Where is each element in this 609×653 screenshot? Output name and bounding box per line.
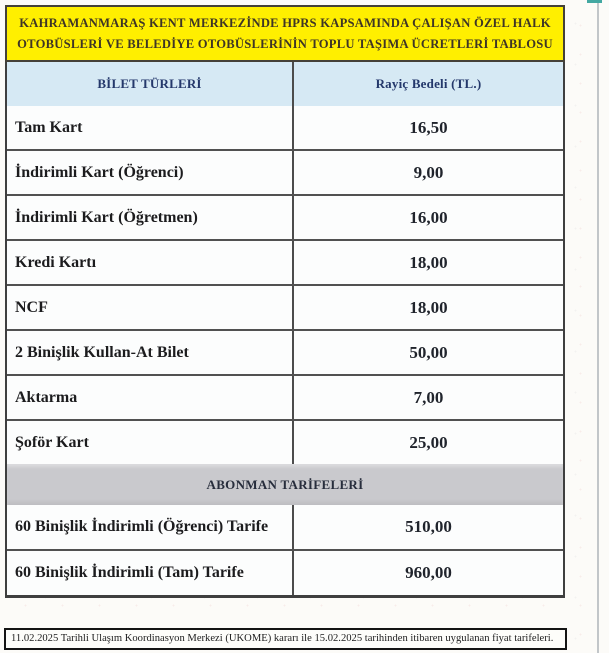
fare-type-cell: NCF <box>15 298 48 316</box>
table-row <box>7 106 563 149</box>
fare-value-cell: 7,00 <box>292 376 563 419</box>
table-row <box>7 239 563 284</box>
table-row <box>7 284 563 329</box>
document-title-line1: KAHRAMANMARAŞ KENT MERKEZİNDE HPRS KAPSAMINDA ÇALIŞAN ÖZEL HALK <box>19 16 551 31</box>
fare-type-cell: Aktarma <box>15 388 78 406</box>
fare-type-cell: İndirimli Kart (Öğretmen) <box>15 208 198 226</box>
fare-rows-group <box>7 106 563 464</box>
fare-type-cell: İndirimli Kart (Öğrenci) <box>15 163 184 181</box>
document-title-banner <box>5 5 565 62</box>
table-row <box>7 419 563 464</box>
table-row <box>7 329 563 374</box>
fare-value-cell: 16,00 <box>292 196 563 239</box>
table-row <box>7 149 563 194</box>
fare-value-cell: 16,50 <box>292 106 563 149</box>
abonman-rows-group <box>7 505 563 595</box>
fare-type-cell: 60 Binişlik İndirimli (Tam) Tarife <box>15 564 244 581</box>
fare-value-cell: 510,00 <box>292 505 563 549</box>
table-header-row <box>7 62 563 106</box>
fare-value-cell: 9,00 <box>292 151 563 194</box>
fare-table <box>5 62 565 598</box>
document-title-line2: OTOBÜSLERİ VE BELEDİYE OTOBÜSLERİNİN TOPLU TAŞIMA ÜCRETLERİ TABLOSU <box>17 36 553 51</box>
scan-corner-mark <box>587 0 602 3</box>
fare-value-cell: 18,00 <box>292 286 563 329</box>
table-row <box>7 194 563 239</box>
fare-type-cell: 2 Binişlik Kullan-At Bilet <box>15 343 189 361</box>
fare-type-cell: Şoför Kart <box>15 433 89 451</box>
fare-value-cell: 50,00 <box>292 331 563 374</box>
fare-type-cell: Kredi Kartı <box>15 253 97 271</box>
table-row <box>7 505 563 549</box>
table-row <box>7 374 563 419</box>
fare-value-cell: 18,00 <box>292 241 563 284</box>
scan-edge-line <box>597 0 599 653</box>
fare-value-cell: 960,00 <box>292 551 563 595</box>
section-header-abonman: ABONMAN TARİFELERİ <box>7 464 563 505</box>
table-row <box>7 549 563 595</box>
fare-value-cell: 25,00 <box>292 421 563 464</box>
column-header-ticket-types: BİLET TÜRLERİ <box>97 76 202 91</box>
fare-type-cell: 60 Binişlik İndirimli (Öğrenci) Tarife <box>15 518 269 535</box>
footer-decision-note: 11.02.2025 Tarihli Ulaşım Koordinasyon Merkezi (UKOME) kararı ile 15.02.2025 tarihinden itibaren uygulanan fiyat tarifeleri. <box>4 628 567 650</box>
fare-type-cell: Tam Kart <box>15 118 83 136</box>
fare-table-document <box>5 5 565 598</box>
column-header-fare-value: Rayiç Bedeli (TL.) <box>292 62 563 106</box>
